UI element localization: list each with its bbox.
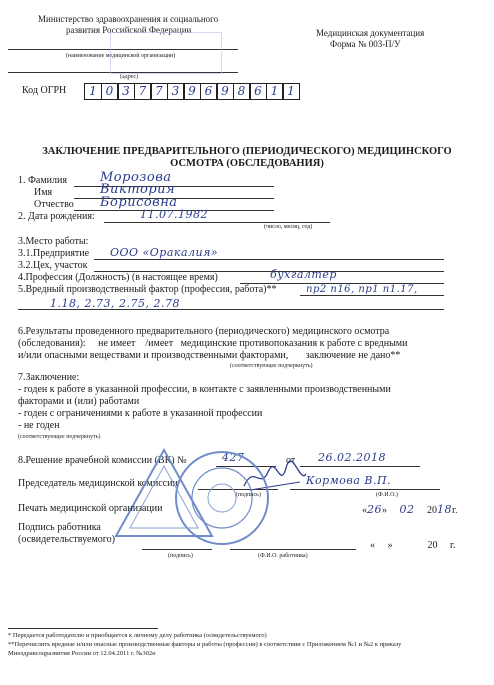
worker-signature-caption: (подпись) — [168, 553, 193, 559]
stamp-year-prefix: 20 — [427, 505, 437, 516]
dob-value: 11.07.1982 — [140, 208, 208, 221]
worker-fio-line — [230, 549, 356, 550]
worker-signature-label: Подпись работника — [18, 522, 101, 533]
profession-label: 4.Профессия (Должность) (в настоящее время) — [18, 272, 218, 283]
document-title-2: ОСМОТРА (ОБСЛЕДОВАНИЯ) — [170, 158, 324, 169]
document-title: ЗАКЛЮЧЕНИЕ ПРЕДВАРИТЕЛЬНОГО (ПЕРИОДИЧЕСКОГО) МЕДИЦИНСКОГО — [42, 146, 452, 157]
chair-fio-caption: (Ф.И.О.) — [376, 492, 398, 498]
dob-line — [104, 222, 330, 223]
footnote-divider — [8, 628, 158, 629]
stamp-year-suffix: г. — [452, 505, 458, 516]
org-caption: (наименование медицинской организации) — [66, 53, 176, 59]
ogrn-digit: 7 — [150, 83, 168, 100]
ogrn-code — [84, 83, 299, 100]
enterprise-line — [94, 259, 444, 260]
ogrn-digit: 7 — [134, 83, 152, 100]
surname-value: Морозова — [100, 170, 172, 185]
workplace-label: 3.Место работы: — [18, 236, 89, 247]
ogrn-digit: 9 — [183, 83, 201, 100]
vk-date-line — [300, 466, 420, 467]
doc-type: Медицинская документация — [316, 28, 425, 38]
ogrn-digit: 0 — [101, 83, 119, 100]
stamp-day: 26 — [367, 503, 382, 516]
patronymic-label: Отчество — [34, 199, 74, 210]
ministry-line-2: развития Российской Федерации — [66, 25, 192, 35]
ogrn-label: Код ОГРН — [22, 85, 67, 96]
address-caption: (адрес) — [120, 74, 139, 80]
dob-caption: (число, месяц, год) — [264, 224, 313, 230]
ogrn-digit: 3 — [117, 83, 135, 100]
ogrn-digit: 1 — [84, 83, 102, 100]
stamp-quote-close: » — [382, 505, 387, 516]
footnote-3: Минздравсоцразвития России от 12.04.2011 г. №302н — [8, 650, 156, 657]
triangle-stamp — [112, 446, 216, 542]
worker-date: « » 20 г. — [370, 540, 456, 551]
results-line-1: 6.Результаты проведенного предварительного (периодического) медицинского осмотра — [18, 326, 390, 337]
header-stamp — [110, 32, 222, 74]
stamp-month: 02 — [399, 503, 415, 516]
name-label: Имя — [34, 187, 53, 198]
conclusion-option-1-cont: факторами и (или) работами — [18, 396, 140, 407]
ogrn-digit: 6 — [249, 83, 267, 100]
conclusion-option-2: - годен с ограничениями к работе в указанной профессии — [18, 408, 263, 419]
form-number: Форма № 003-П/У — [330, 39, 401, 49]
ogrn-digit: 1 — [282, 83, 300, 100]
ministry-line-1: Министерство здравоохранения и социального — [38, 14, 219, 24]
hazard-value-1: пр2 п16, пр1 п1.17, — [306, 284, 418, 295]
hazard-label: 5.Вредный производственный фактор (профессия, работа)** — [18, 284, 277, 295]
chair-label: Председатель медицинской комиссии — [18, 478, 178, 489]
worker-fio-caption: (Ф.И.О. работника) — [258, 553, 308, 559]
conclusion-caption: (соответствующее подчеркнуть) — [18, 434, 101, 440]
worker-signature-label-2: (освидетельствуемого) — [18, 534, 115, 545]
stamp-year: 18 — [437, 503, 452, 516]
enterprise-value: ООО «Оракалия» — [110, 246, 219, 259]
conclusion-option-3: - не годен — [18, 420, 60, 431]
hazard-value-2: 1.18, 2.73, 2.75, 2.78 — [50, 297, 180, 310]
footnote-1: * Передается работодателю и приобщается к личному делу работника (освидетельствуемого) — [8, 632, 267, 639]
surname-label: 1. Фамилия — [18, 175, 67, 186]
vk-date: 26.02.2018 — [318, 451, 386, 464]
dob-label: 2. Дата рождения: — [18, 211, 95, 222]
vk-number: 427 — [222, 451, 245, 464]
chair-fio-line — [290, 489, 440, 490]
results-line-2: (обследования): не имеет /имеет медицинские противопоказания к работе с вредными — [18, 338, 408, 349]
results-caption: (соответствующее подчеркнуть) — [230, 363, 313, 369]
chair-signature-caption: (подпись) — [236, 492, 261, 498]
chair-name: Кормова В.П. — [306, 474, 392, 487]
worker-signature-line — [142, 549, 212, 550]
results-line-3: и/или опасными веществами и производственными факторами, заключение не дано** — [18, 350, 401, 361]
ogrn-digit: 3 — [167, 83, 185, 100]
shop-label: 3.2.Цех, участок — [18, 260, 88, 271]
hazard-line — [300, 295, 444, 296]
stamp-date — [362, 503, 457, 516]
ogrn-digit: 8 — [233, 83, 251, 100]
conclusion-option-1: - годен к работе в указанной профессии, в контакте с заявленными производственными — [18, 384, 391, 395]
conclusion-heading: 7.Заключение: — [18, 372, 80, 383]
enterprise-label: 3.1.Предприятие — [18, 248, 90, 259]
name-value: Виктория — [100, 182, 176, 197]
ogrn-digit: 1 — [266, 83, 284, 100]
stamp-label: Печать медицинской организации — [18, 503, 163, 514]
patronymic-value: Борисовна — [100, 195, 178, 210]
vk-from-label: от — [286, 455, 296, 466]
ogrn-digit: 9 — [216, 83, 234, 100]
stamp-quote-open: « — [362, 505, 367, 516]
ogrn-digit: 6 — [200, 83, 218, 100]
profession-value: бухгалтер — [270, 268, 337, 281]
footnote-2: **Перечислить вредные и/или опасные производственные факторы и работы (профессии) в соответствии с Приложением №1 и №2 к приказу — [8, 641, 402, 648]
vk-decision-label: 8.Решение врачебной комиссии (ВК) № — [18, 455, 187, 466]
